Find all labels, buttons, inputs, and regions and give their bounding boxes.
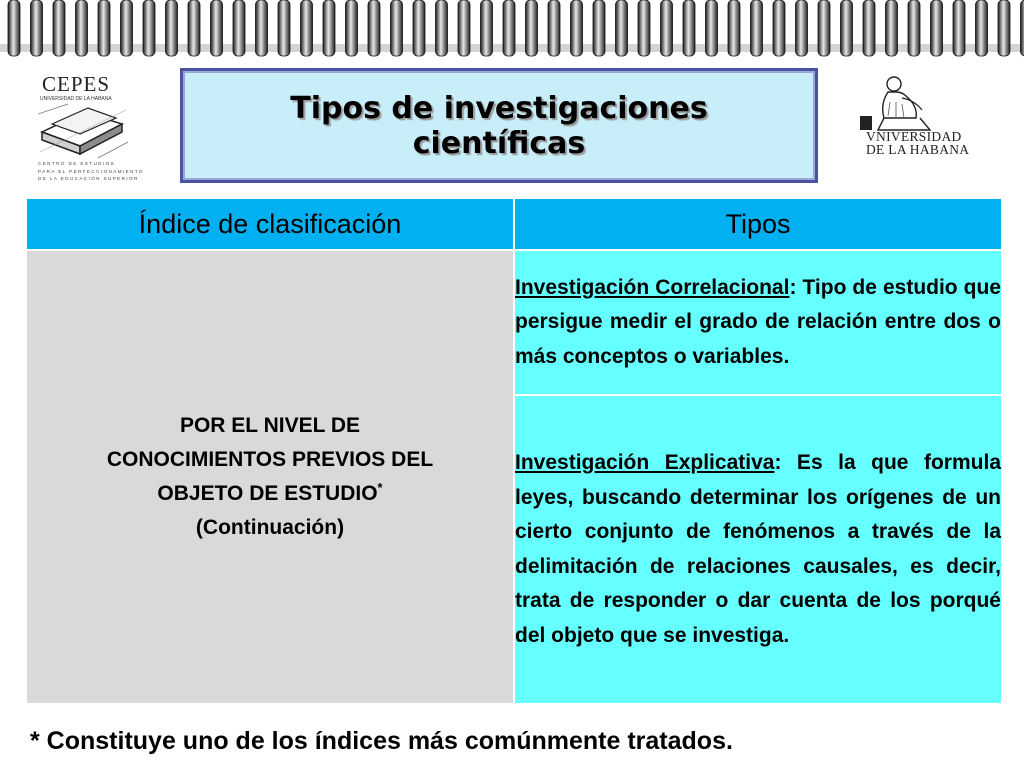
type-term: Investigación Correlacional xyxy=(515,275,790,299)
binder-ring xyxy=(661,0,673,56)
classification-table xyxy=(25,197,1003,705)
cepes-logo-caption: CENTRO DE ESTUDIOS PARA EL PERFECCIONAMIENTO DE LA EDUCACIÓN SUPERIOR xyxy=(38,161,144,181)
binder-ring xyxy=(503,0,515,56)
binder-ring xyxy=(706,0,718,56)
binder-ring xyxy=(256,0,268,56)
column-header-indice: Índice de clasificación xyxy=(26,198,514,250)
type-term: Investigación Explicativa xyxy=(515,451,775,474)
type-description: : Es la que formula leyes, buscando determinar los orígenes de un cierto conjunto de fenómenos a través de la delimitación de relaciones causales, es decir, trata de responder o dar cuenta de los porqué del objeto que se investiga. xyxy=(515,451,1001,647)
binder-ring xyxy=(31,0,43,56)
binder-ring xyxy=(571,0,583,56)
type-cell-explicativa xyxy=(514,395,1002,704)
binder-ring xyxy=(413,0,425,56)
binder-ring xyxy=(53,0,65,56)
cepes-logo xyxy=(30,72,144,187)
binder-ring xyxy=(616,0,628,56)
binder-ring xyxy=(143,0,155,56)
binder-ring xyxy=(796,0,808,56)
binder-ring xyxy=(526,0,538,56)
binder-ring xyxy=(751,0,763,56)
cepes-logo-subtitle: UNIVERSIDAD DE LA HABANA xyxy=(40,96,112,102)
footnote-marker: * xyxy=(377,480,383,495)
binder-ring xyxy=(121,0,133,56)
binder-ring xyxy=(391,0,403,56)
binder-ring xyxy=(886,0,898,56)
table-row xyxy=(26,250,1002,395)
binder-ring xyxy=(233,0,245,56)
binder-ring xyxy=(841,0,853,56)
binder-ring xyxy=(931,0,943,56)
binder-ring xyxy=(166,0,178,56)
cepes-logo-name: CEPES xyxy=(42,72,111,96)
binder-ring xyxy=(481,0,493,56)
universidad-habana-logo xyxy=(858,72,1003,167)
binder-ring xyxy=(953,0,965,56)
classification-index-cell: POR EL NIVEL DE CONOCIMIENTOS PREVIOS DEL OBJETO DE ESTUDIO* (Continuación) xyxy=(26,250,514,704)
binder-ring xyxy=(773,0,785,56)
binder-ring xyxy=(368,0,380,56)
binder-ring xyxy=(211,0,223,56)
type-cell-correlacional xyxy=(514,250,1002,395)
books-icon xyxy=(38,102,128,160)
binder-ring xyxy=(908,0,920,56)
binder-ring xyxy=(683,0,695,56)
binder-ring xyxy=(1021,0,1024,56)
type-description: : Tipo de estudio que persigue medir el grado de relación entre dos o más conceptos o variables. xyxy=(515,275,1001,368)
column-header-tipos: Tipos xyxy=(514,198,1002,250)
binder-ring xyxy=(863,0,875,56)
universidad-habana-text: VNIVERSIDAD DE LA HABANA xyxy=(866,129,970,157)
binder-ring xyxy=(346,0,358,56)
binder-ring xyxy=(98,0,110,56)
binder-ring xyxy=(638,0,650,56)
binder-ring xyxy=(188,0,200,56)
binder-ring xyxy=(548,0,560,56)
binder-ring xyxy=(818,0,830,56)
footnote: * Constituye uno de los índices más comúnmente tratados. xyxy=(30,727,733,755)
binder-ring xyxy=(593,0,605,56)
binder-ring xyxy=(998,0,1010,56)
slide-title: Tipos de investigaciones científicas xyxy=(290,90,708,161)
binder-ring xyxy=(436,0,448,56)
binder-ring xyxy=(301,0,313,56)
binder-ring xyxy=(458,0,470,56)
slide-title-box xyxy=(180,68,818,183)
binder-ring xyxy=(278,0,290,56)
binder-ring xyxy=(976,0,988,56)
binder-ring xyxy=(728,0,740,56)
binder-rings-decoration xyxy=(0,0,1024,62)
binder-ring xyxy=(8,0,20,56)
table-header-row xyxy=(26,198,1002,250)
alma-mater-statue-icon xyxy=(858,72,948,134)
binder-ring xyxy=(76,0,88,56)
binder-ring xyxy=(323,0,335,56)
